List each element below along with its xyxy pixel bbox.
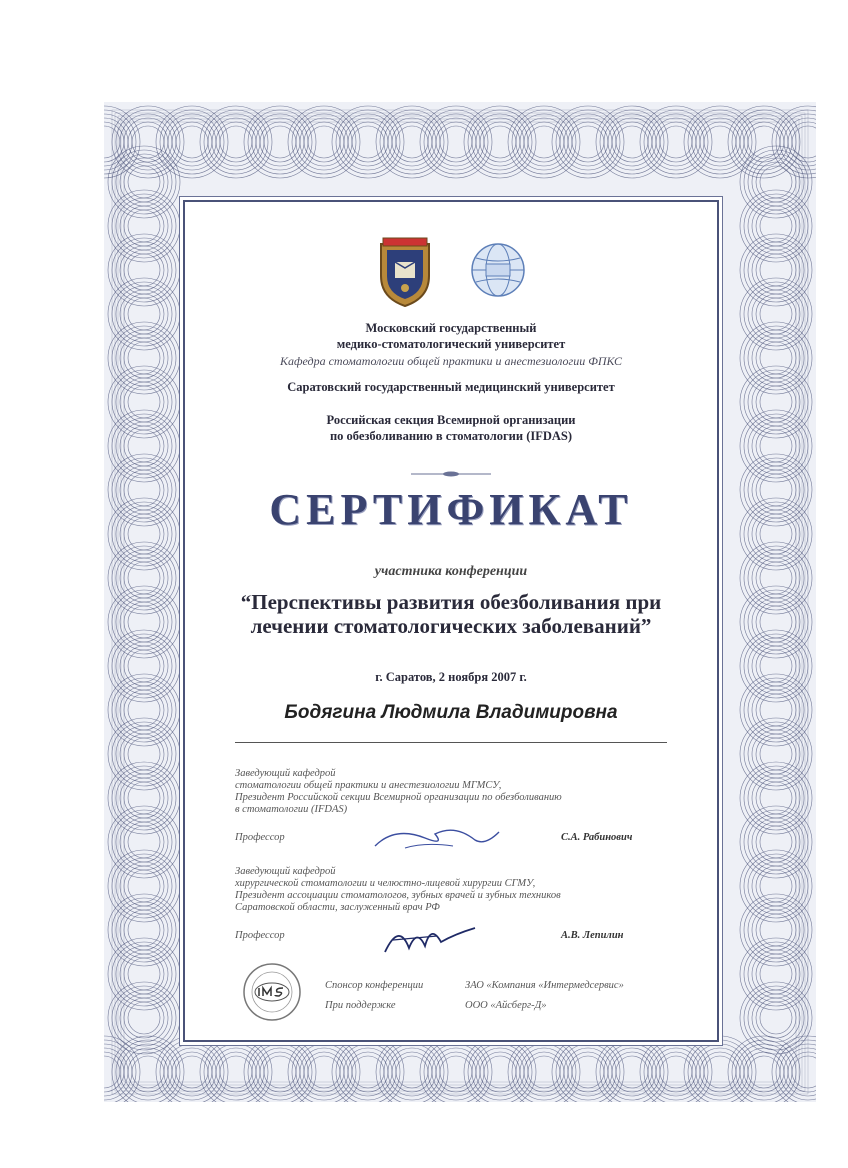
org-msmsu-line2: медико-стоматологический университет	[336, 337, 566, 351]
name-underline	[235, 742, 667, 743]
signatory2-row	[235, 918, 675, 958]
signatory1-line1: Заведующий кафедрой	[235, 768, 336, 779]
signatory2-line3: Президент ассоциации стоматологов, зубных врачей и зубных техников	[235, 890, 561, 901]
signatory1-name: С.А. Рабинович	[561, 832, 633, 843]
logos-row	[185, 232, 717, 312]
conference-title-line2: лечении стоматологических заболеваний”	[250, 614, 652, 638]
conference-title	[185, 590, 717, 638]
org-ssmu: Саратовский государственный медицинский университет	[287, 380, 615, 394]
signatory2-role: Профессор	[235, 930, 285, 941]
org-ifdas-line2: по обезболиванию в стоматологии (IFDAS)	[329, 429, 573, 443]
signatory2-line2: хирургической стоматологии и челюстно-лицевой хирургии СГМУ,	[235, 878, 536, 889]
signatory1-line4: в стоматологии (IFDAS)	[235, 804, 348, 815]
department: Кафедра стоматологии общей практики и анестезиологии ФПКС	[280, 354, 622, 368]
org-msmsu	[185, 320, 717, 352]
certificate-title: СЕРТИФИКАТ	[269, 485, 633, 534]
conference-title-line1: “Перспективы развития обезболивания при	[240, 590, 662, 614]
org-msmsu-line1: Московский государственный	[365, 321, 537, 335]
signature-icon	[365, 918, 505, 958]
sponsor-name: ЗАО «Компания «Интермедсервис»	[465, 980, 624, 991]
support-label: При поддержке	[325, 1000, 396, 1011]
certificate-panel	[183, 200, 719, 1042]
org-ifdas-line1: Российская секция Всемирной организации	[326, 413, 576, 427]
signature-icon	[365, 820, 505, 856]
signatory1-role: Профессор	[235, 832, 285, 843]
university-crest-icon	[375, 236, 435, 308]
ornament-divider	[185, 464, 717, 470]
ims-logo-icon	[237, 962, 307, 1022]
org-ifdas	[185, 412, 717, 444]
signatory1-line3: Президент Российской секции Всемирной организации по обезболиванию	[235, 792, 562, 803]
signatory1-row	[235, 820, 675, 860]
signatory2-description	[235, 866, 675, 914]
recipient-name: Бодягина Людмила Владимировна	[284, 702, 618, 723]
sponsor-label: Спонсор конференции	[325, 980, 424, 991]
signatory2-line1: Заведующий кафедрой	[235, 866, 336, 877]
signatory1-line2: стоматологии общей практики и анестезиологии МГМСУ,	[235, 780, 502, 791]
support-name: ООО «Айсберг-Д»	[465, 1000, 547, 1011]
signatory1-description	[235, 768, 675, 816]
participant-label: участника конференции	[374, 564, 528, 579]
place-date: г. Саратов, 2 ноября 2007 г.	[375, 670, 527, 684]
signatory2-line4: Саратовской области, заслуженный врач РФ	[235, 902, 440, 913]
divider-ornament-icon	[411, 471, 491, 477]
globe-logo-icon	[470, 242, 526, 298]
signatory2-name: А.В. Лепилин	[561, 930, 624, 941]
